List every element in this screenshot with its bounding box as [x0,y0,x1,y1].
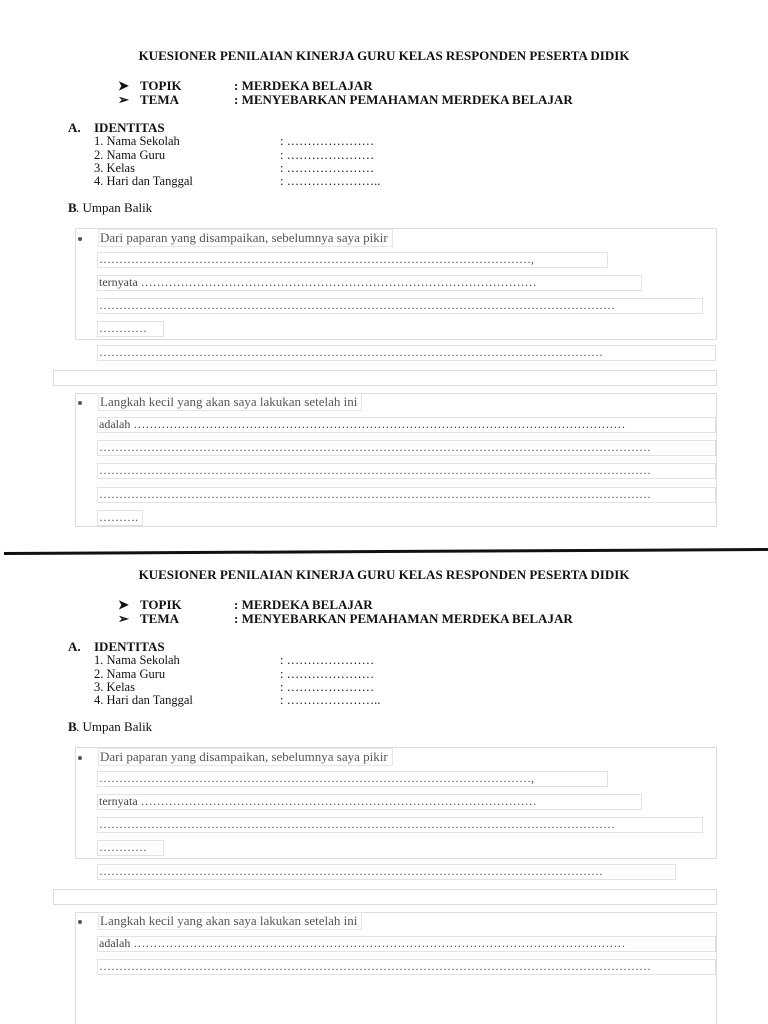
form-title: KUESIONER PENILAIAN KINERJA GURU KELAS RESPONDEN PESERTA DIDIK [138,48,630,63]
answer-line[interactable]: ………… [97,321,164,337]
tema-label: TEMA [140,92,179,107]
answer-line[interactable]: ……………………………………………………………………………………………………………… [97,864,676,880]
field-label-nama-guru: 2. Nama Guru [94,148,166,162]
topik-value: : MERDEKA BELAJAR [234,78,373,93]
feedback-box-2 [75,393,717,527]
answer-line[interactable]: ………………………………………………………………………………………………………………… [97,817,703,833]
field-value-nama-sekolah[interactable]: : ………………… [280,653,375,667]
answer-line[interactable]: ………………………………………………………………………………………………, [97,252,608,268]
arrow-bullet-icon: ➢ [118,92,129,107]
field-value-kelas[interactable]: : ………………… [280,161,375,175]
answer-line[interactable]: ………. [97,510,143,526]
arrow-bullet-icon: ➢ [118,611,129,626]
field-value-nama-guru[interactable]: : ………………… [280,667,375,681]
answer-line[interactable]: adalah …………………………………………………………………………………………………………… [97,417,716,433]
bullet-icon [78,237,82,241]
bullet-icon [78,756,82,760]
field-label-hari-tanggal: 4. Hari dan Tanggal [94,174,193,188]
bullet-icon [78,401,82,405]
answer-line[interactable]: adalah …………………………………………………………………………………………………………… [97,936,716,952]
section-a-letter: A. [68,120,81,135]
feedback-prompt-2: Langkah kecil yang akan saya lakukan setelah ini [98,393,362,411]
field-value-hari-tanggal[interactable]: : ………………….. [280,174,381,188]
field-label-hari-tanggal: 4. Hari dan Tanggal [94,693,193,707]
field-value-hari-tanggal[interactable]: : ………………….. [280,693,381,707]
answer-line[interactable]: ………… [97,840,164,856]
form-copy-2 [0,519,768,1024]
answer-line[interactable]: ……………………………………………………………………………………………………………… [97,345,716,361]
answer-line[interactable]: ternyata ……………………………………………………………………………………… [97,794,642,810]
tema-value: : MENYEBARKAN PEMAHAMAN MERDEKA BELAJAR [234,92,573,107]
section-b-title: . Umpan Balik [76,200,153,215]
tema-value: : MENYEBARKAN PEMAHAMAN MERDEKA BELAJAR [234,611,573,626]
spacer-box [53,889,717,905]
feedback-prompt-1: Dari paparan yang disampaikan, sebelumnya saya pikir [98,229,393,247]
section-b-title: . Umpan Balik [76,719,153,734]
spacer-box [53,370,717,386]
section-a-letter: A. [68,639,81,654]
answer-line[interactable]: ………………………………………………………………………………………………, [97,771,608,787]
section-b-letter: B [68,200,77,215]
section-b-letter: B [68,719,77,734]
field-label-nama-sekolah: 1. Nama Sekolah [94,134,180,148]
arrow-bullet-icon: ➤ [118,597,129,612]
section-a-title: IDENTITAS [94,120,165,135]
field-value-nama-sekolah[interactable]: : ………………… [280,134,375,148]
field-label-kelas: 3. Kelas [94,680,135,694]
field-label-nama-guru: 2. Nama Guru [94,667,166,681]
answer-line[interactable]: ternyata ……………………………………………………………………………………… [97,275,642,291]
section-a-title: IDENTITAS [94,639,165,654]
topik-label: TOPIK [140,597,182,612]
arrow-bullet-icon: ➤ [118,78,129,93]
feedback-prompt-2: Langkah kecil yang akan saya lakukan setelah ini [98,912,362,930]
topik-label: TOPIK [140,78,182,93]
answer-line[interactable]: ………………………………………………………………………………………………………………………… [97,463,716,479]
answer-line[interactable]: ………………………………………………………………………………………………………………… [97,298,703,314]
answer-line[interactable]: ………………………………………………………………………………………………………………………… [97,959,716,975]
answer-line[interactable]: ………………………………………………………………………………………………………………………… [97,440,716,456]
form-title: KUESIONER PENILAIAN KINERJA GURU KELAS RESPONDEN PESERTA DIDIK [138,567,630,582]
feedback-prompt-1: Dari paparan yang disampaikan, sebelumnya saya pikir [98,748,393,766]
bullet-icon [78,920,82,924]
field-label-kelas: 3. Kelas [94,161,135,175]
answer-line[interactable]: ………………………………………………………………………………………………………………………… [97,487,716,503]
topik-value: : MERDEKA BELAJAR [234,597,373,612]
tema-label: TEMA [140,611,179,626]
field-value-nama-guru[interactable]: : ………………… [280,148,375,162]
field-label-nama-sekolah: 1. Nama Sekolah [94,653,180,667]
field-value-kelas[interactable]: : ………………… [280,680,375,694]
